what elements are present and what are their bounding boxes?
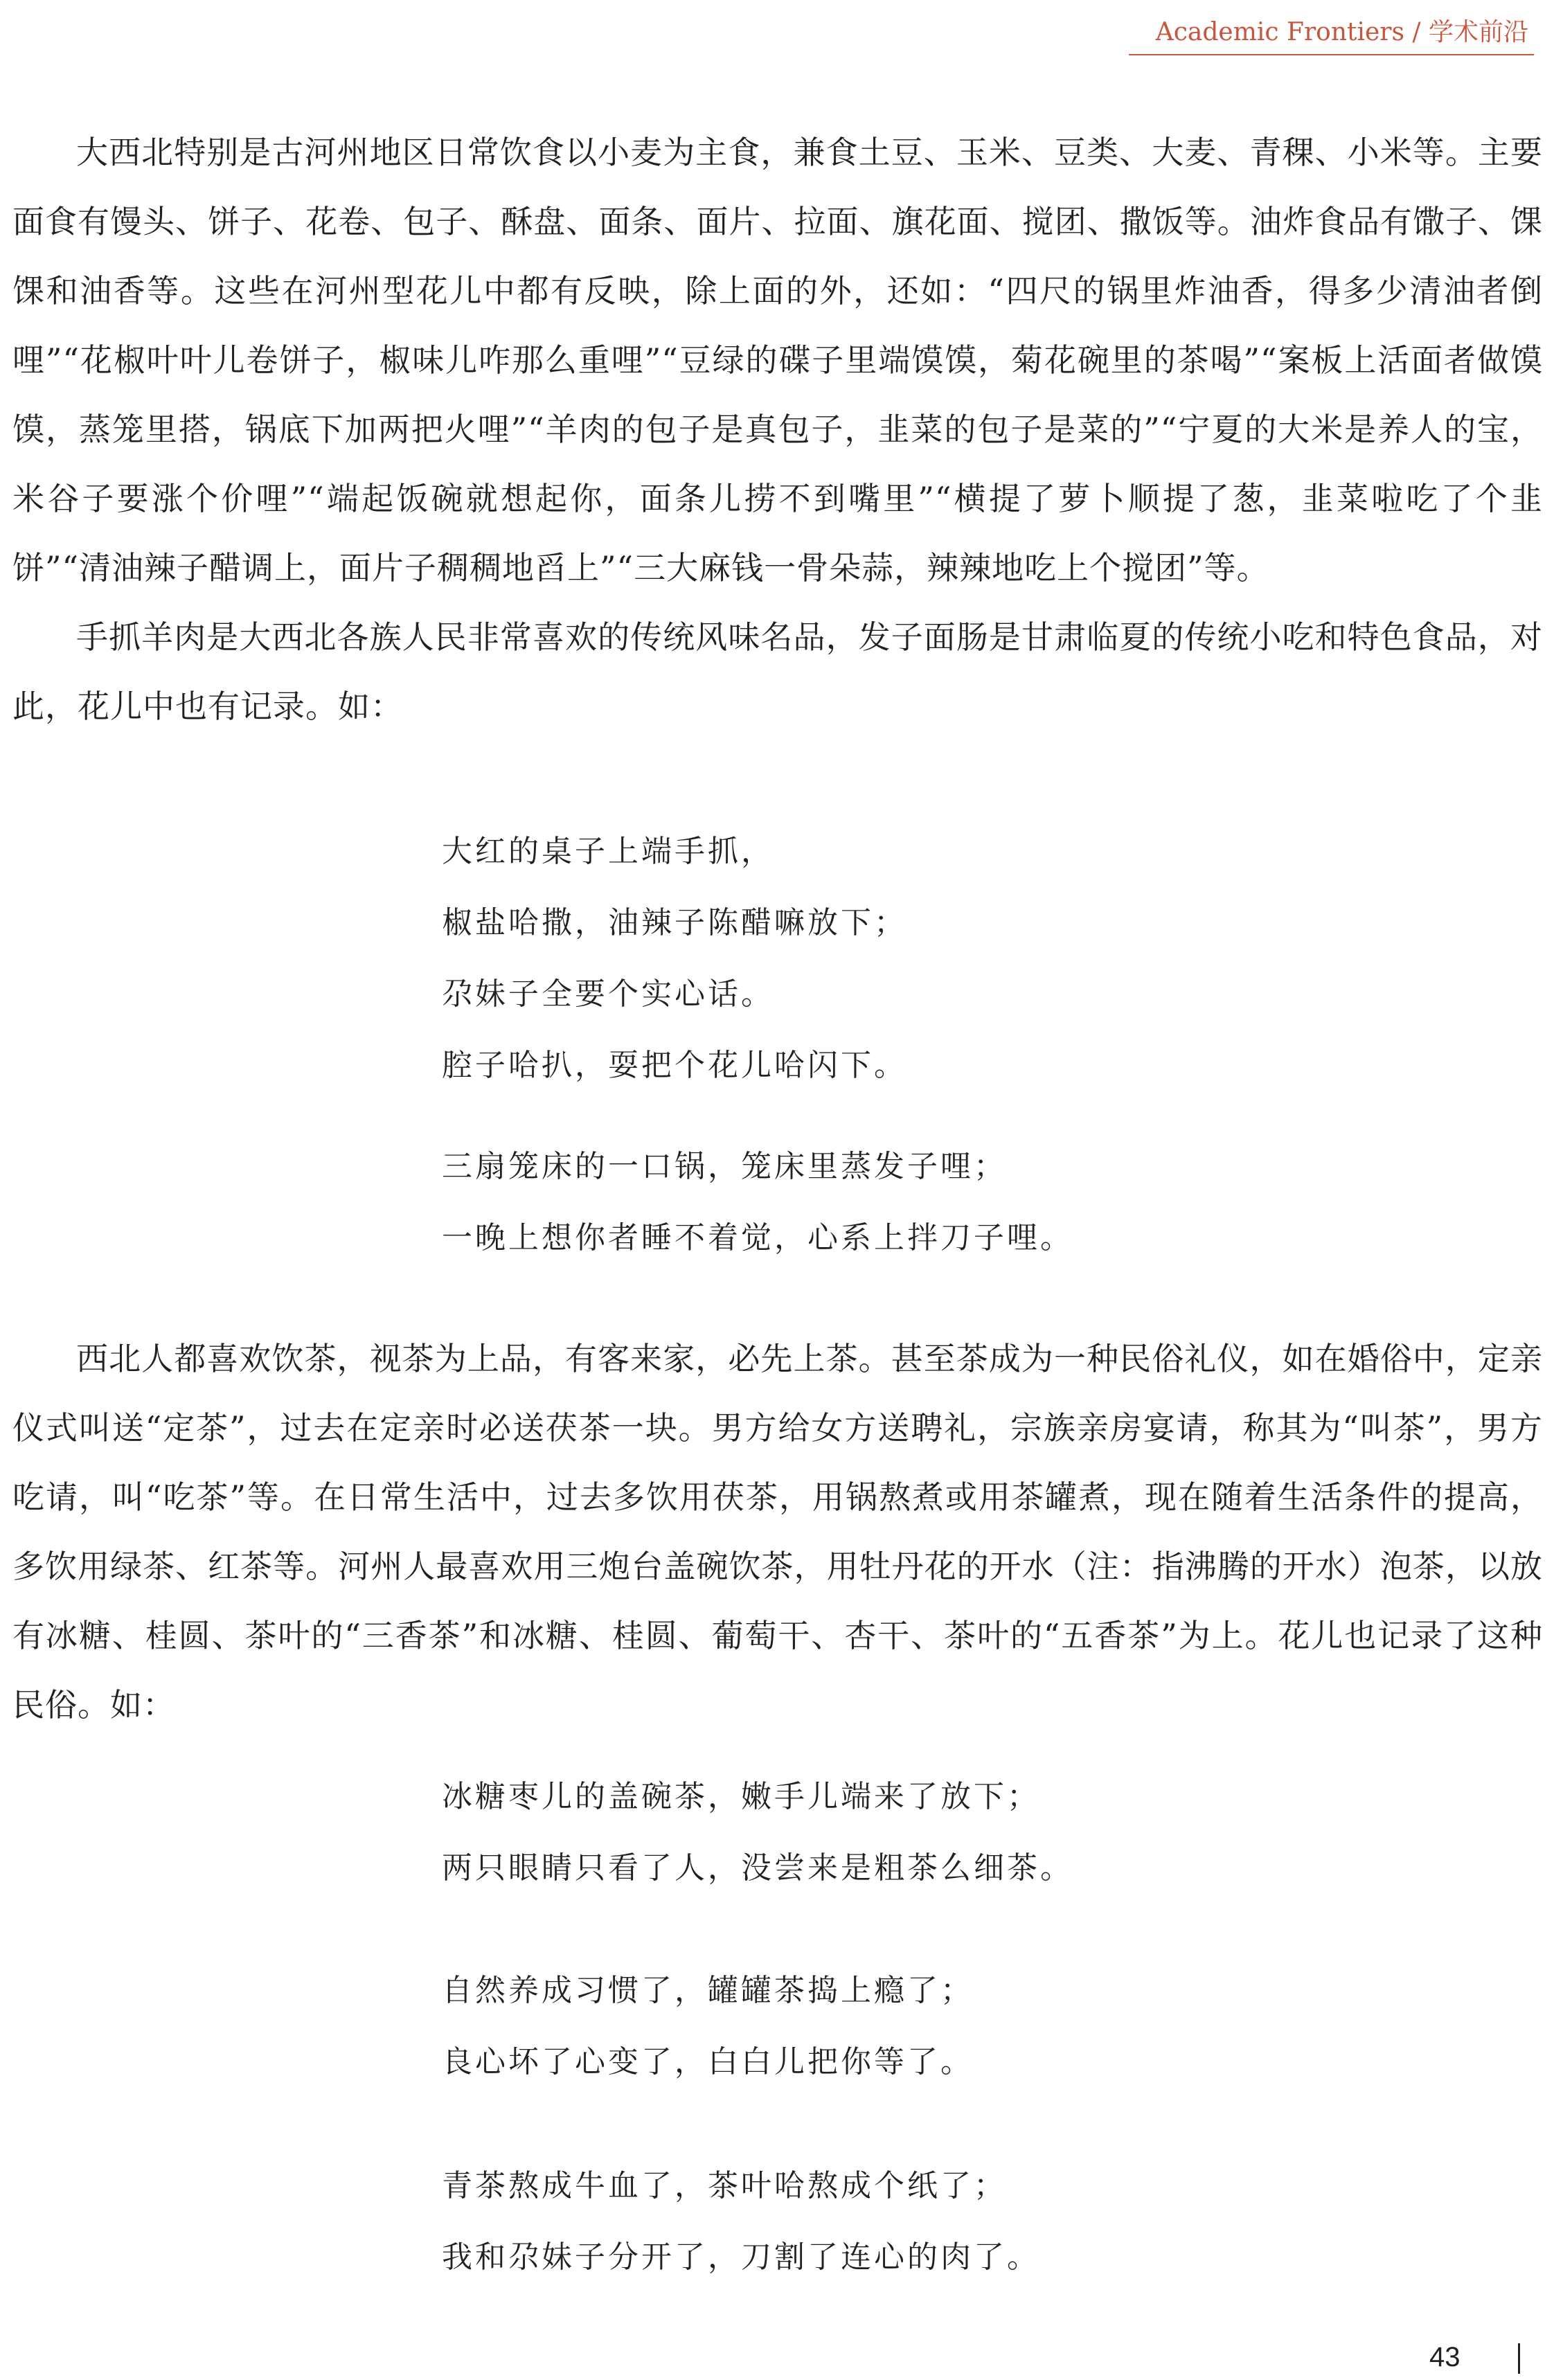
paragraph-food: 大西北特别是古河州地区日常饮食以小麦为主食，兼食土豆、玉米、豆类、大麦、青稞、小米等。主要面食有馒头、饼子、花卷、包子、酥盘、面条、面片、拉面、旗花面、搅团、撒饭等。油炸食品有馓子、馃馃和油香等。这些在河州型花儿中都有反映，除上面的外，还如：“四尺的锅里炸油香，得多少清油者倒哩”“花椒叶叶儿卷饼子，椒味儿咋那么重哩”“豆绿的碟子里端馍馍，菊花碗里的茶喝”“案板上活面者做馍馍，蒸笼里搭，锅底下加两把火哩”“羊肉的包子是真包子，韭菜的包子是菜的”“宁夏的大米是养人的宝，米谷子要涨个价哩”“端起饭碗就想起你，面条儿捞不到嘴里”“横提了萝卜顺提了葱，韭菜啦吃了个韭饼”“清油辣子醋调上，面片子稠稠地舀上”“三大麻钱一骨朵蒜，辣辣地吃上个搅团”等。 — [12, 134, 1543, 587]
poem-line: 冰糖枣儿的盖碗茶，嫩手儿端来了放下； — [442, 1779, 1040, 1814]
poem-2 — [442, 1131, 1481, 1273]
folio-divider — [1518, 2343, 1520, 2374]
poem-line: 椒盐哈撒，油辣子陈醋嘛放下； — [442, 905, 907, 940]
header-rule — [1129, 54, 1534, 55]
poem-line: 腔子哈扒，耍把个花儿哈闪下。 — [442, 1048, 907, 1083]
poem-line: 一晚上想你者睡不着觉，心系上拌刀子哩。 — [442, 1220, 1073, 1255]
poem-5 — [442, 2150, 1481, 2293]
poem-line: 尕妹子全要个实心话。 — [442, 976, 774, 1012]
paragraph-tea: 西北人都喜欢饮茶，视茶为上品，有客来家，必先上茶。甚至茶成为一种民俗礼仪，如在婚俗中，定亲仪式叫送“定茶”，过去在定亲时必送茯茶一块。男方给女方送聘礼，宗族亲房宴请，称其为“叫茶”，男方吃请，叫“吃茶”等。在日常生活中，过去多饮用茯茶，用锅熬煮或用茶罐煮，现在随着生活条件的提高，多饮用绿茶、红茶等。河州人最喜欢用三炮台盖碗饮茶，用牡丹花的开水（注：指沸腾的开水）泡茶，以放有冰糖、桂圆、茶叶的“三香茶”和冰糖、桂圆、葡萄干、杏干、茶叶的“五香茶”为上。花儿也记录了这种民俗。如： — [12, 1340, 1543, 1724]
poem-line: 我和尕妹子分开了，刀割了连心的肉了。 — [442, 2239, 1040, 2275]
poem-1 — [442, 816, 1481, 1101]
poem-line: 三扇笼床的一口锅，笼床里蒸发子哩； — [442, 1149, 1007, 1184]
running-title: Academic Frontiers / 学术前沿 — [1155, 18, 1528, 46]
poem-3 — [442, 1761, 1481, 1904]
article-body-2 — [12, 1324, 1543, 1739]
poem-line: 青茶熬成牛血了，茶叶哈熬成个纸了； — [442, 2168, 1007, 2203]
article-body-1 — [12, 118, 1543, 741]
page-number: 43 — [1429, 2342, 1461, 2372]
poem-line: 大红的桌子上端手抓， — [442, 834, 774, 869]
poem-4 — [442, 1955, 1481, 2097]
poem-line: 两只眼睛只看了人，没尝来是粗茶么细茶。 — [442, 1850, 1073, 1886]
poem-line: 良心坏了心变了，白白儿把你等了。 — [442, 2044, 974, 2079]
paragraph-lamb: 手抓羊肉是大西北各族人民非常喜欢的传统风味名品，发子面肠是甘肃临夏的传统小吃和特色食品，对此，花儿中也有记录。如： — [12, 618, 1543, 725]
poem-line: 自然养成习惯了，罐罐茶捣上瘾了； — [442, 1973, 974, 2008]
running-header — [900, 12, 1534, 58]
